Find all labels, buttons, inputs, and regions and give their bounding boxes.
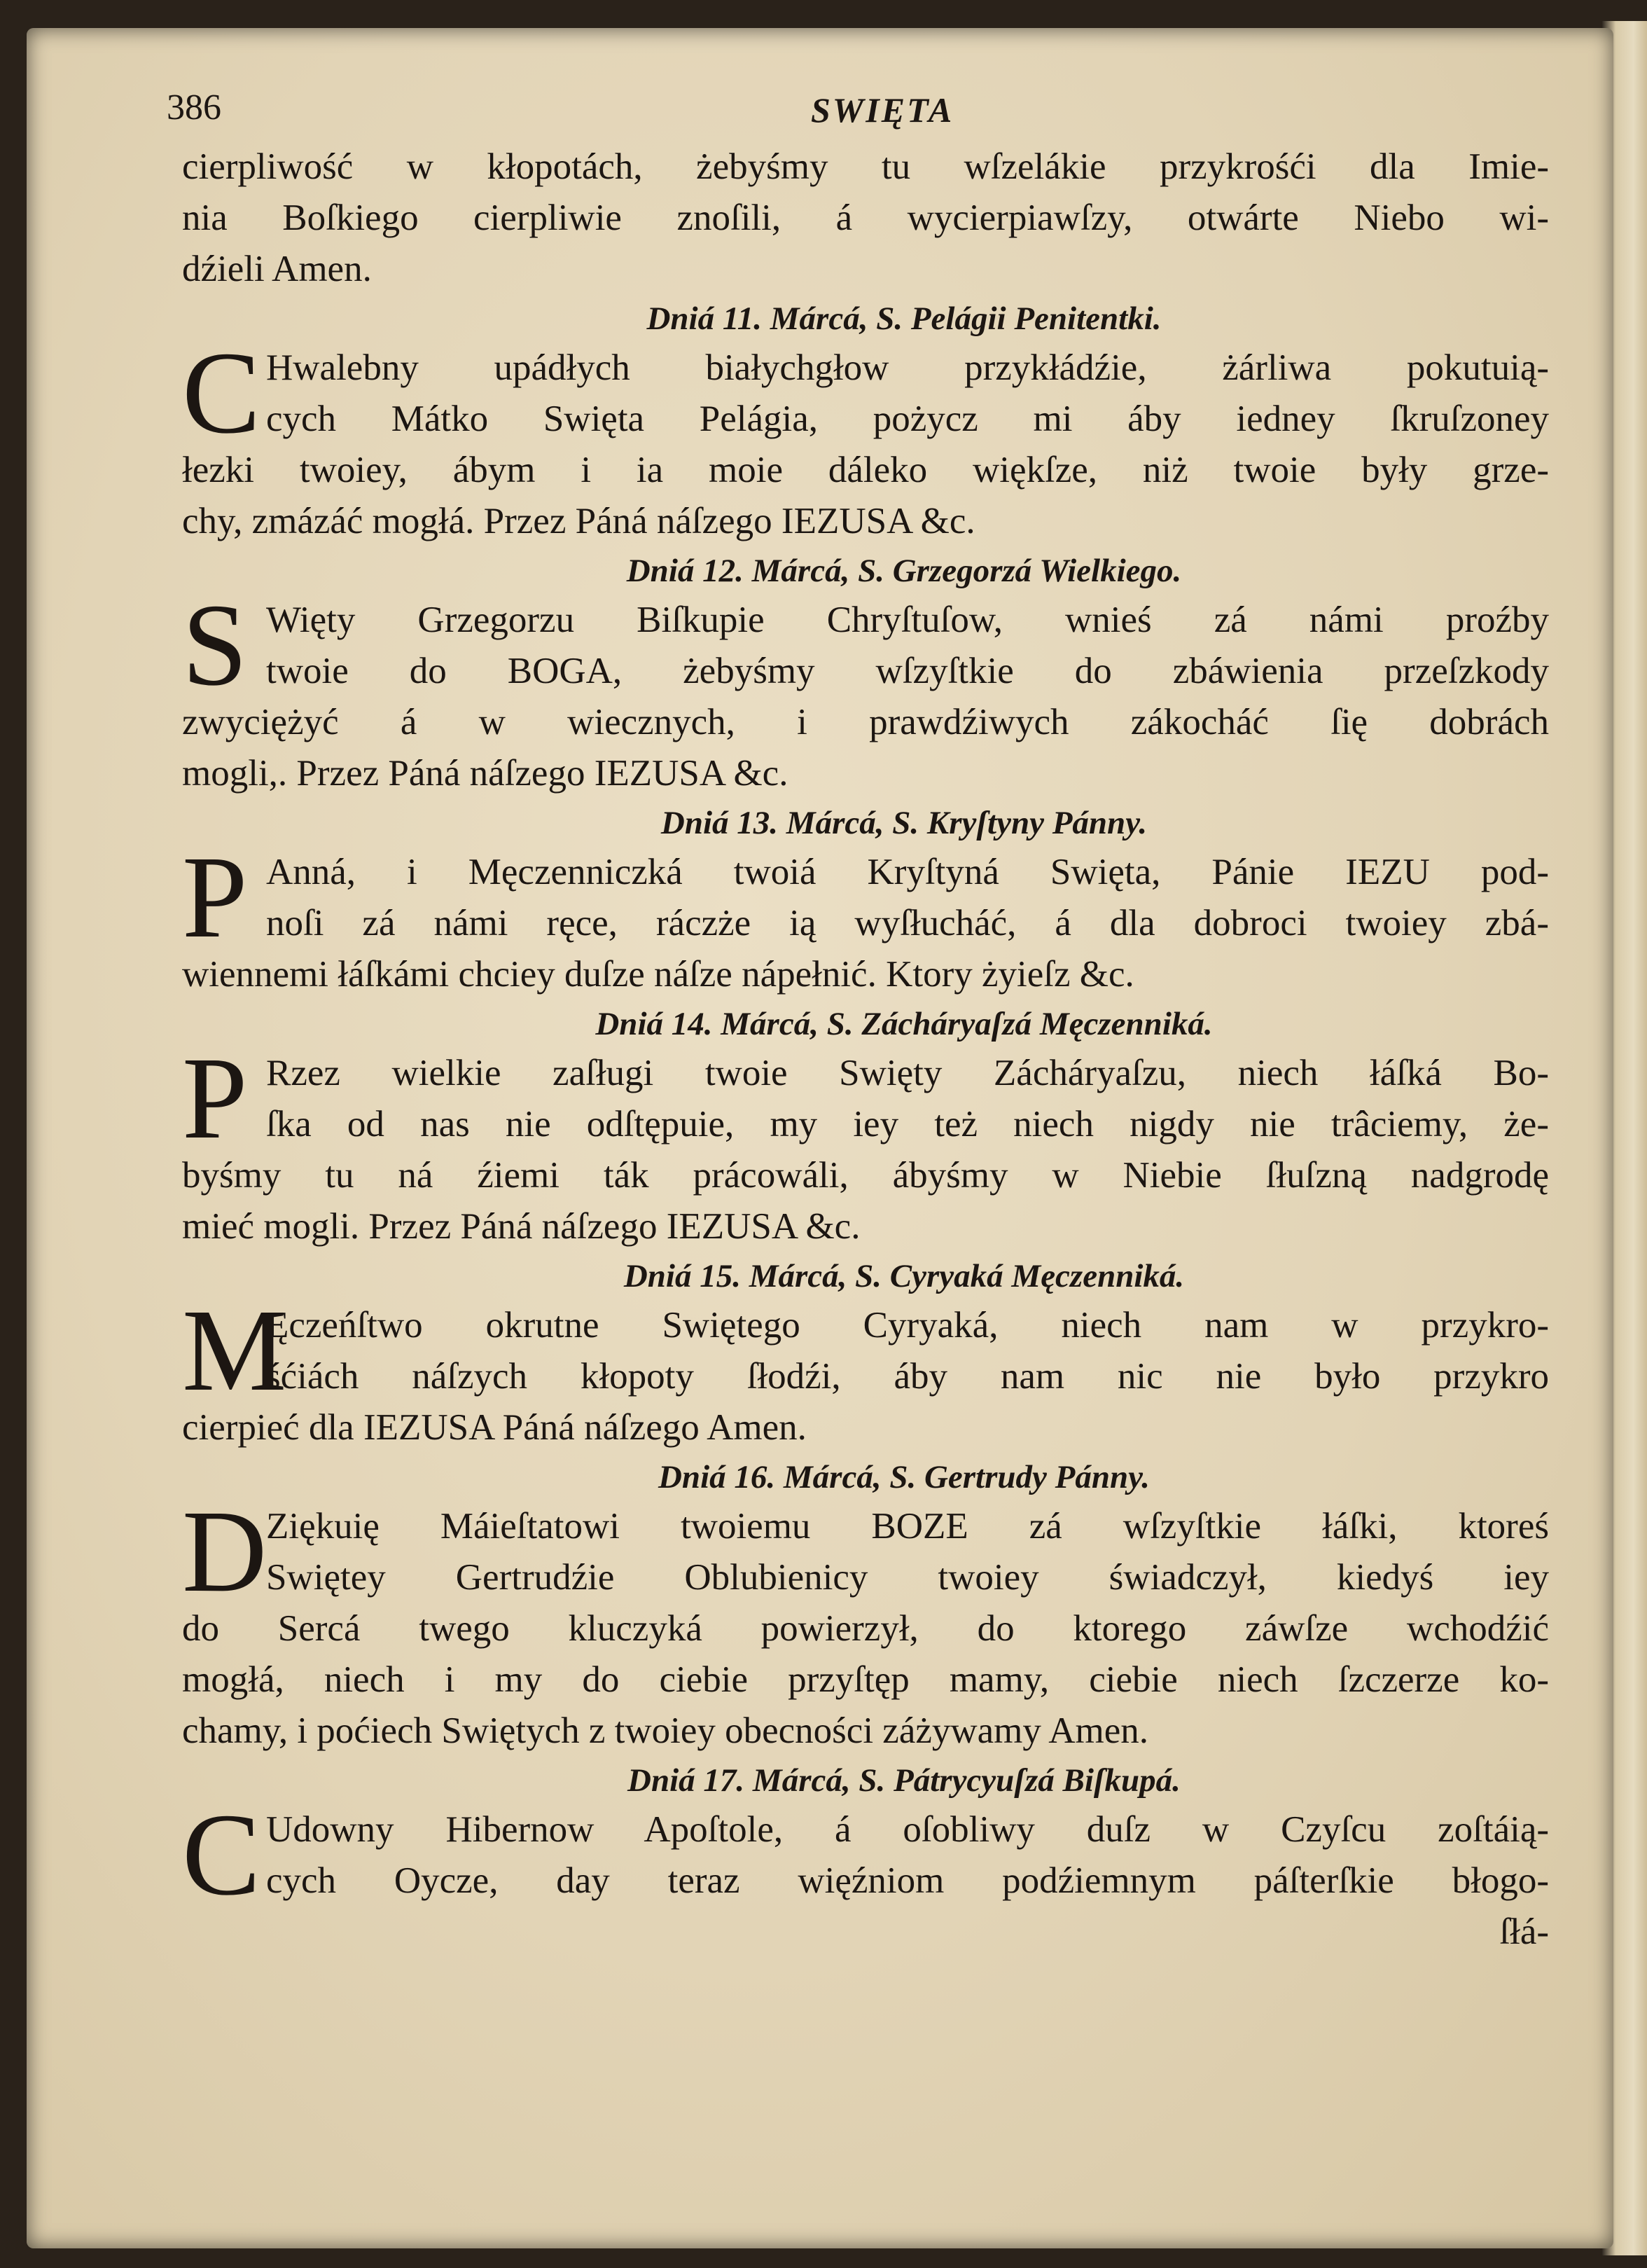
prayer-line: chamy, i poćiech Swiętych z twoiey obecności záżywamy Amen.	[182, 1710, 1148, 1751]
prayer-line: zwyciężyć á w wiecznych, i prawdźiwych zákocháć ſię dobrách	[182, 702, 1549, 742]
prayer-line: śćiách náſzych kłopoty ſłodźi, áby nam nic nie było przykro	[266, 1356, 1549, 1397]
entry-heading: Dniá 13. Márcá, S. Kryſtyny Pánny.	[660, 805, 1148, 841]
entry-heading: Dniá 14. Márcá, S. Zácháryaſzá Męczenniká.	[595, 1006, 1213, 1042]
prayer-line: byśmy tu ná źiemi ták prácowáli, ábyśmy w Niebie ſłuſzną nadgrodę	[182, 1155, 1549, 1196]
prayer-line: cych Mátko Swięta Pelágia, pożycz mi áby iedney ſkruſzoney	[266, 399, 1549, 439]
entry-heading: Dniá 17. Márcá, S. Pátrycyuſzá Biſkupá.	[627, 1762, 1181, 1799]
entry-heading: Dniá 15. Márcá, S. Cyryaká Męczenniká.	[623, 1258, 1185, 1294]
prayer-line: Rzez wielkie zaſługi twoie Swięty Zácháryaſzu, niech łáſká Bo-	[266, 1053, 1549, 1093]
drop-capital: P	[182, 832, 248, 962]
prayer-line: cych Oycze, day teraz więźniom podźiemnym páſterſkie błogo-	[266, 1860, 1549, 1901]
drop-capital: C	[182, 1790, 261, 1920]
prayer-line: Anná, i Męczenniczká twoiá Kryſtyná Swięta, Pánie IEZU pod-	[266, 852, 1549, 892]
running-head: SWIĘTA	[811, 90, 954, 130]
prayer-line: mogłá, niech i my do ciebie przyſtęp mamy, ciebie niech ſzczerze ko-	[182, 1659, 1549, 1700]
prayer-line: Ęczeńſtwo okrutne Swiętego Cyryaká, niech nam w przykro-	[266, 1305, 1549, 1346]
prayer-line: Więty Grzegorzu Biſkupie Chryſtuſow, wnieś zá námi proźby	[266, 600, 1549, 640]
intro-line: nia Boſkiego cierpliwie znoſili, á wycierpiawſzy, otwárte Niebo wi-	[182, 198, 1549, 238]
prayer-line: do Sercá twego kluczyká powierzył, do ktorego záwſze wchodźić	[182, 1608, 1549, 1649]
drop-capital: S	[182, 580, 248, 710]
drop-capital: M	[182, 1285, 287, 1416]
entry-prayer	[182, 328, 1549, 547]
prayer-line: noſi zá námi ręce, ráczże ią wyſłucháć, á dla dobroci twoiey zbá-	[266, 903, 1549, 943]
prayer-line: ſka od nas nie odſtępuie, my iey też niech nigdy nie trâciemy, że-	[266, 1104, 1549, 1145]
text-block	[182, 141, 1549, 1958]
prayer-line: cierpieć dla IEZUSA Páná náſzego Amen.	[182, 1407, 807, 1448]
drop-capital: D	[182, 1486, 267, 1617]
entry-heading: Dniá 12. Márcá, S. Grzegorzá Wielkiego.	[626, 553, 1182, 589]
intro-line: cierpliwość w kłopotách, żebyśmy tu wſzelákie przykrośći dla Imie-	[182, 146, 1549, 187]
drop-capital: P	[182, 1033, 248, 1163]
entry-heading: Dniá 16. Márcá, S. Gertrudy Pánny.	[658, 1459, 1151, 1495]
prayer-line: Hwalebny upádłych białychgłow przykłádźie, żárliwa pokutuią-	[266, 347, 1549, 388]
entry-prayer	[182, 1790, 1549, 1958]
entry-prayer	[182, 1285, 1549, 1453]
prayer-line: Ziękuię Máieſtatowi twoiemu BOZE zá wſzyſtkie łáſki, ktoreś	[266, 1506, 1549, 1547]
prayer-line: Udowny Hibernow Apoſtole, á oſobliwy duſz w Czyſcu zoſtáią-	[266, 1809, 1549, 1850]
prayer-line: wiennemi łáſkámi chciey duſze náſze nápełnić. Ktory żyieſz &c.	[182, 954, 1134, 995]
intro-paragraph	[182, 141, 1549, 295]
prayer-line: łezki twoiey, ábym i ia moie dáleko więkſze, niż twoie były grze-	[182, 450, 1549, 490]
entry-prayer	[182, 832, 1549, 1000]
entry-prayer	[182, 1033, 1549, 1252]
prayer-line: Swiętey Gertrudźie Oblubienicy twoiey świadczył, kiedyś iey	[266, 1557, 1549, 1598]
page-number: 386	[167, 88, 221, 127]
entry-prayer	[182, 580, 1549, 799]
entry-prayer	[182, 1486, 1549, 1757]
entry-heading: Dniá 11. Márcá, S. Pelágii Penitentki.	[646, 300, 1162, 337]
page-header	[167, 87, 1497, 143]
prayer-line: mieć mogli. Przez Páná náſzego IEZUSA &c.	[182, 1206, 861, 1247]
prayer-line: twoie do BOGA, żebyśmy wſzyſtkie do zbáwienia przeſzkody	[266, 651, 1549, 691]
prayer-line: chy, zmázáć mogłá. Przez Páná náſzego IEZUSA &c.	[182, 501, 975, 541]
intro-line: dźieli Amen.	[182, 249, 372, 289]
prayer-line: mogli,. Przez Páná náſzego IEZUSA &c.	[182, 753, 788, 794]
catchword: ſłá-	[1499, 1911, 1549, 1952]
drop-capital: C	[182, 328, 261, 458]
